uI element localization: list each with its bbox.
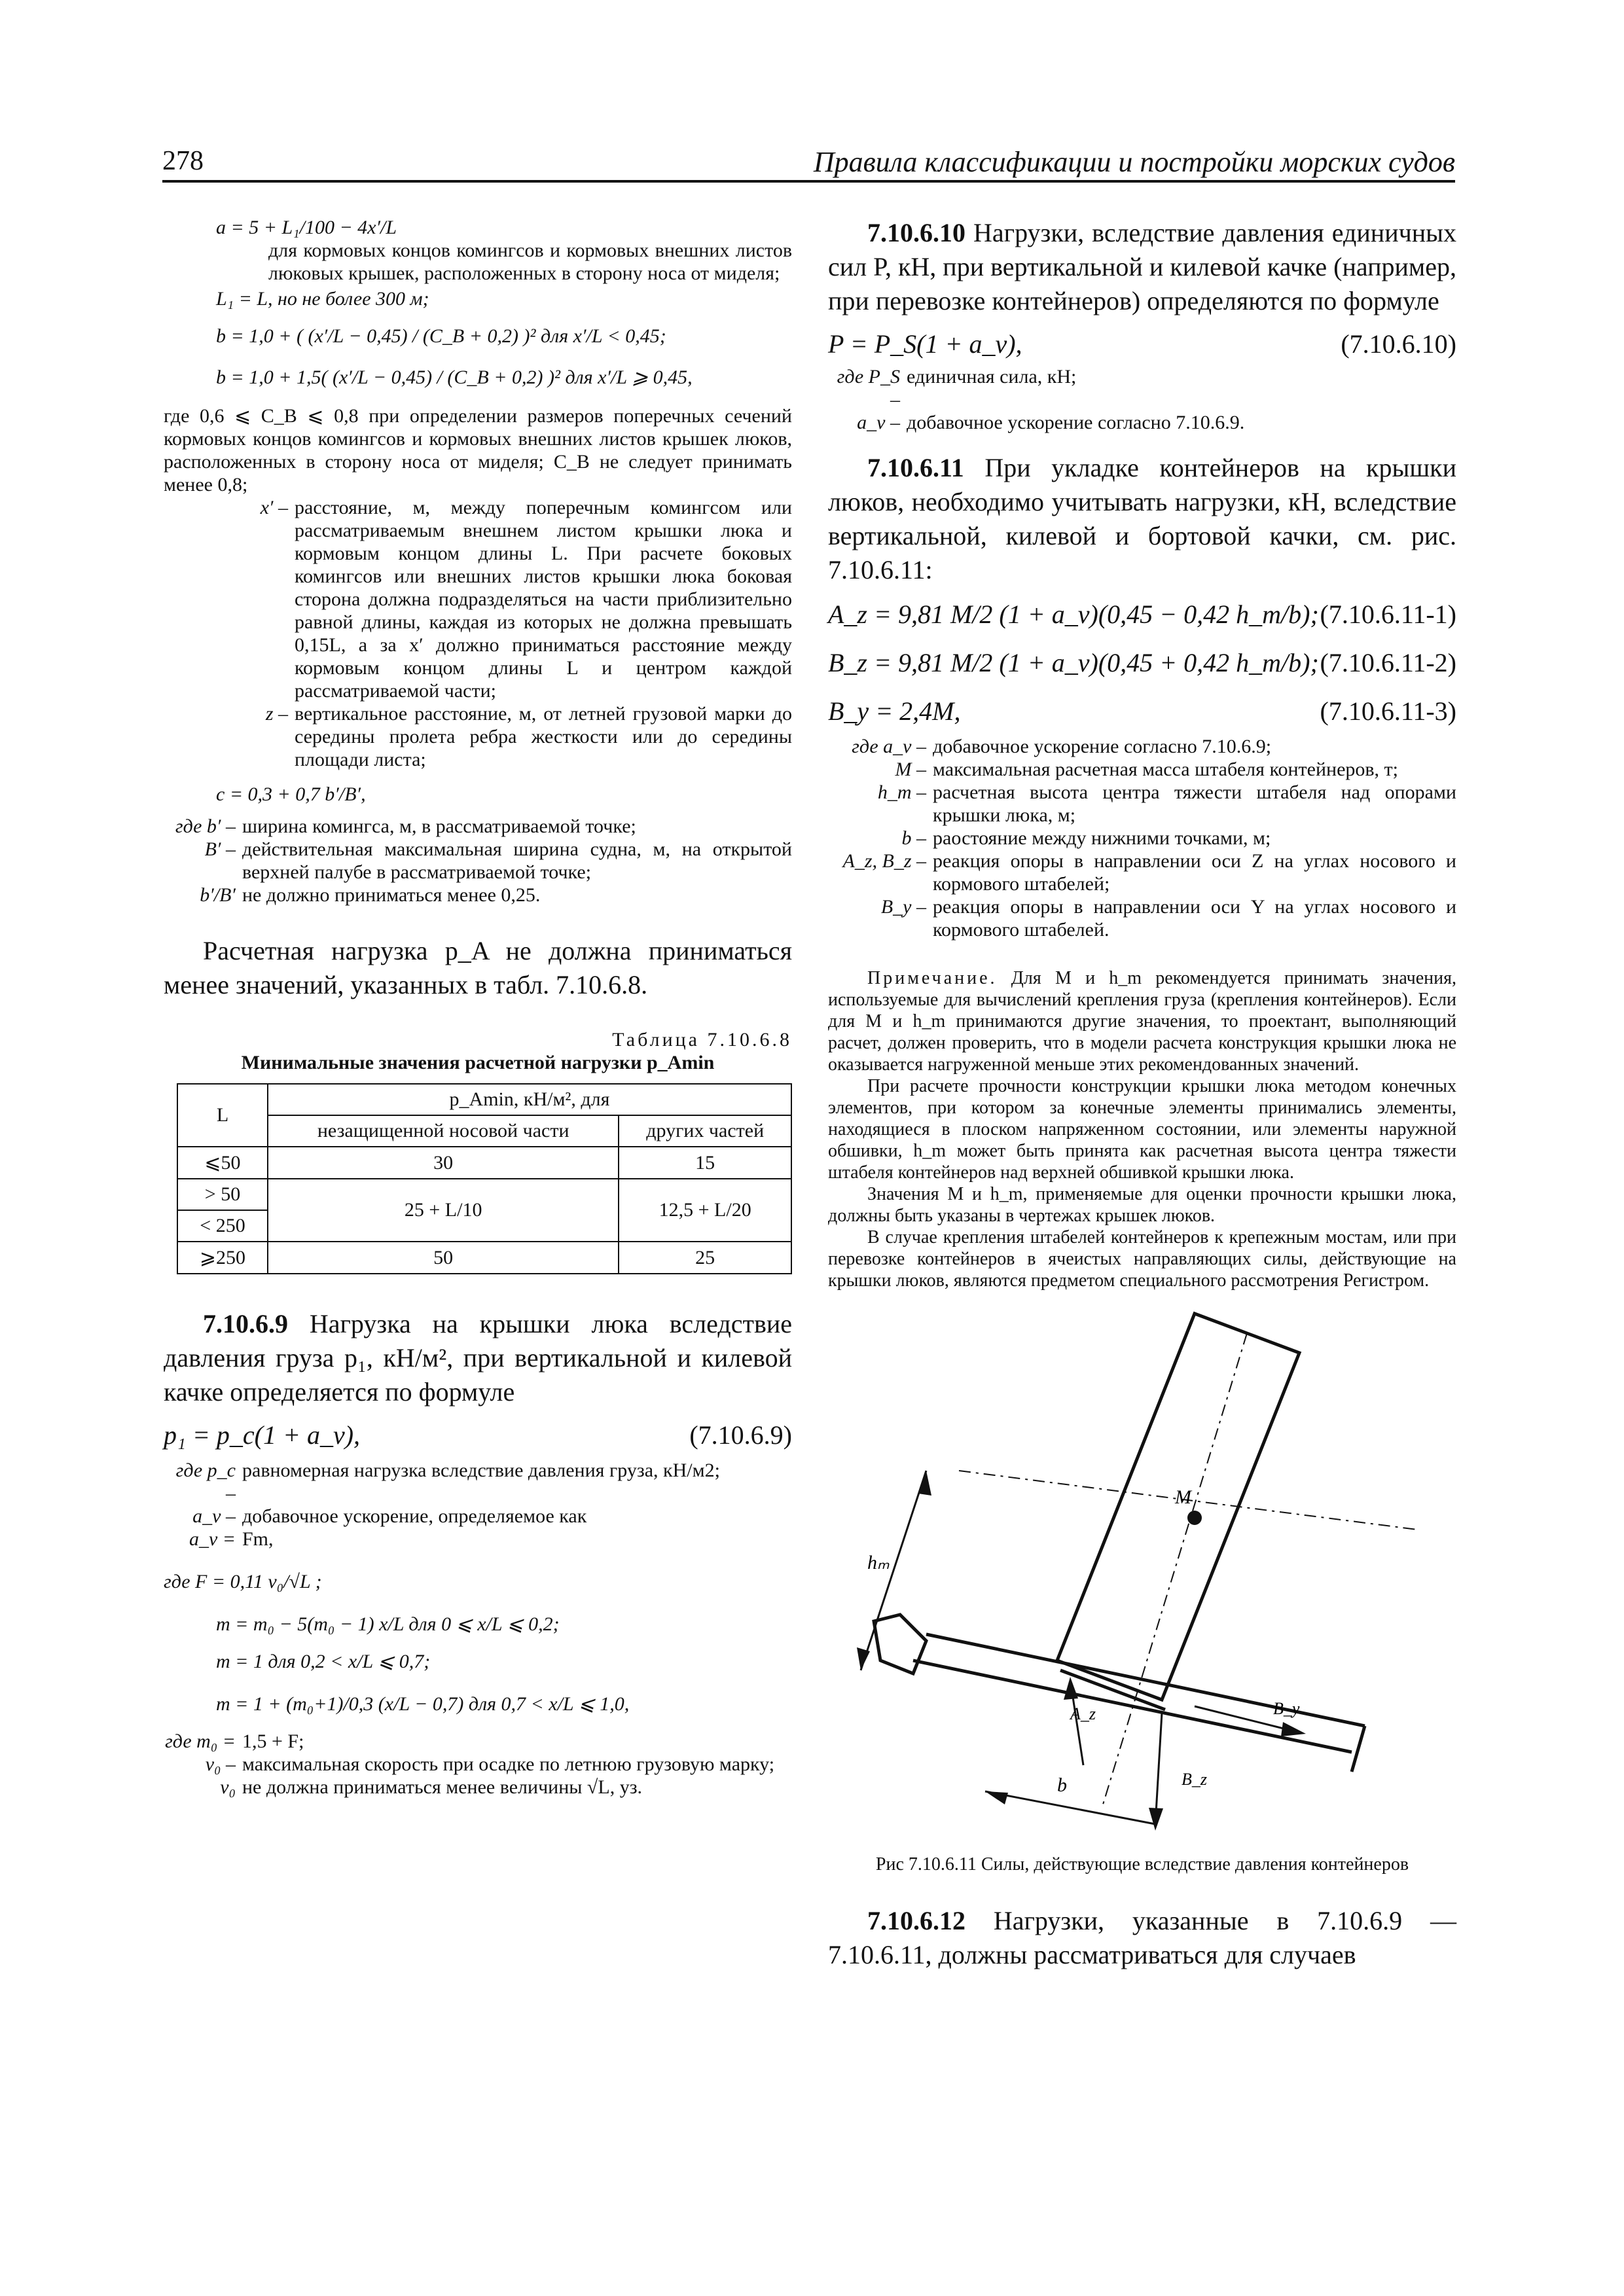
cell-L: ⩾250: [177, 1242, 268, 1274]
cell-L: ⩽50: [177, 1147, 268, 1179]
def-value: реакция опоры в направлении оси Y на углах носового и кормового штабелей.: [933, 896, 1456, 941]
def-key: где P_S –: [837, 366, 900, 410]
def-key: v₀ –: [205, 1753, 236, 1775]
formula: B_y = 2,4M,: [828, 696, 961, 726]
def-value: не должна приниматься менее величины √L, уз.: [242, 1776, 643, 1798]
section-number: 7.10.6.11: [867, 453, 964, 482]
Bz-force-arrow: [1155, 1713, 1162, 1824]
hatch-cover-end: [874, 1615, 926, 1674]
stack-centerline: [1103, 1333, 1247, 1804]
def-value: расчетная высота центра тяжести штабеля над опорами крышки люка, м;: [933, 781, 1456, 826]
formula-ref: (7.10.6.11-1): [1320, 600, 1456, 629]
def-value: добавочное ускорение согласно 7.10.6.9;: [933, 736, 1272, 757]
definitions-forces: [828, 735, 1456, 941]
c-formula: c = 0,3 + 0,7 b′/B′,: [216, 783, 366, 805]
def-value: максимальная расчетная масса штабеля контейнеров, т;: [933, 759, 1399, 780]
section-7-10-6-9: [164, 1307, 792, 1409]
where-cb: где 0,6 ⩽ C_B ⩽ 0,8 при определении размеров поперечных сечений кормовых концов комингсов и кормовых внешних листов крышек люков, расположенных в сторону носа от миделя; C_B не следует принимать менее 0,8;: [164, 405, 792, 495]
hatch-cover-edge: [1352, 1726, 1365, 1772]
equation-1: [828, 598, 1456, 632]
def-value: единичная сила, кН;: [907, 366, 1077, 387]
table-label: Таблица 7.10.6.8: [612, 1029, 792, 1050]
b-dimension-line: [985, 1791, 1155, 1824]
section-number: 7.10.6.10: [867, 218, 965, 247]
def-key: где p_c –: [175, 1460, 236, 1504]
cell-other: 15: [619, 1147, 791, 1179]
def-value: действительная максимальная ширина судна, м, на открытой верхней палубе в рассматриваемой точке;: [242, 838, 792, 883]
note-paragraph-4: В случае крепления штабелей контейнеров к крепежным мостам, или при перевозке контейнеров в ячеистых направляющих силы, действующие на крышки люков, являются предметом специального рассмотрения Регистром.: [828, 1227, 1456, 1291]
def-key: где m₀ =: [165, 1731, 236, 1752]
equation-2: [828, 646, 1456, 680]
formula: p₁ = p_c(1 + a_v),: [164, 1420, 361, 1450]
def-key: где b′ –: [175, 816, 236, 837]
F-formula: где F = 0,11 v₀/√L ;: [164, 1571, 322, 1592]
section-text: При укладке контейнеров на крышки люков, необходимо учитывать нагрузки, кН, вследствие вертикальной, килевой и бортовой качки, см. рис. 7.10.6.11:: [828, 453, 1457, 584]
def-key: где a_v –: [852, 736, 926, 757]
def-key: v₀: [220, 1776, 236, 1798]
table-row: [177, 1147, 791, 1179]
header-L: L: [177, 1084, 268, 1147]
table-caption: Минимальные значения расчетной нагрузки p_Amin: [241, 1052, 715, 1073]
def-key: x′ –: [260, 497, 288, 518]
formula-7-10-6-10: [828, 327, 1456, 361]
def-key: a_v –: [192, 1505, 236, 1527]
section-7-10-6-12: [828, 1904, 1456, 1972]
definitions-ps-av: [828, 365, 1456, 434]
def-key: B_y –: [880, 896, 926, 918]
hm-arrow-bottom: [857, 1647, 870, 1670]
def-key: z –: [265, 703, 288, 725]
left-column: [164, 216, 792, 1799]
section-text: Нагрузка на крышки люка вследствие давления груза p₁, кН/м², при вертикальной и килевой качке определяется по формуле: [164, 1309, 793, 1407]
formula: P = P_S(1 + a_v),: [828, 329, 1022, 359]
def-key: M –: [895, 759, 926, 780]
def-value: реакция опоры в направлении оси Z на углах носового и кормового штабелей;: [933, 850, 1456, 895]
def-key: B′ –: [204, 838, 236, 860]
def-key: b′/B′: [200, 884, 236, 906]
a-description: для кормовых концов комингсов и кормовых внешних листов люковых крышек, расположенных в сторону носа от миделя;: [268, 240, 792, 284]
By-arrowhead: [1281, 1722, 1306, 1736]
note-paragraph-1: [828, 967, 1456, 1075]
def-value: ширина комингса, м, в рассматриваемой точке;: [242, 816, 636, 837]
equation-3: [828, 694, 1456, 728]
def-value: 1,5 + F;: [242, 1731, 304, 1752]
m-formula-3: m = 1 + (m₀+1)/0,3 (x/L − 0,7) для 0,7 < x/L ⩽ 1,0,: [216, 1693, 630, 1715]
def-value: не должно приниматься менее 0,25.: [242, 884, 541, 906]
Bz-arrowhead: [1149, 1808, 1163, 1831]
a-formula: a = 5 + L₁/100 − 4x′/L: [216, 217, 397, 238]
min-load-table: [177, 1083, 792, 1274]
cell-nose: 25 + L/10: [268, 1179, 619, 1242]
table-row: [177, 1179, 791, 1210]
definitions-b-B: [164, 815, 792, 906]
formula: A_z = 9,81 M/2 (1 + a_v)(0,45 − 0,42 h_m/b);: [828, 600, 1319, 629]
b-arrow-left: [985, 1791, 1008, 1804]
note-label: Примечание.: [867, 968, 998, 988]
b-label: b: [1057, 1774, 1067, 1796]
def-value: добавочное ускорение согласно 7.10.6.9.: [907, 412, 1245, 433]
paragraph-pa: Расчетная нагрузка p_A не должна приниматься менее значений, указанных в табл. 7.10.6.8.: [164, 936, 792, 999]
def-key: b –: [901, 827, 926, 849]
Az-arrowhead: [1064, 1677, 1078, 1700]
definitions-m0-v0: [164, 1730, 792, 1799]
cell-other: 25: [619, 1242, 791, 1274]
Az-label: A_z: [1070, 1704, 1096, 1723]
right-column: [828, 216, 1456, 1972]
figure-7-10-6-11: [828, 1307, 1456, 1875]
cell-nose: 30: [268, 1147, 619, 1179]
table-row: [177, 1242, 791, 1274]
def-value: максимальная скорость при осадке по летнюю грузовую марку;: [242, 1753, 775, 1775]
L1-line: L₁ = L, но не более 300 м;: [216, 288, 429, 310]
cell-nose: 50: [268, 1242, 619, 1274]
By-label: B_y: [1273, 1699, 1300, 1718]
m-formula-1: m = m₀ − 5(m₀ − 1) x/L для 0 ⩽ x/L ⩽ 0,2;: [216, 1613, 560, 1635]
def-key: a_v =: [189, 1528, 236, 1550]
figure-caption: Рис 7.10.6.11 Силы, действующие вследствие давления контейнеров: [875, 1854, 1409, 1874]
definitions-pc-av: [164, 1459, 792, 1551]
header-rule: [162, 180, 1455, 183]
cell-L: < 250: [177, 1210, 268, 1242]
def-key: A_z, B_z –: [842, 850, 926, 872]
header-pamin: p_Amin, кН/м², для: [268, 1084, 791, 1115]
formula-ref: (7.10.6.11-2): [1320, 648, 1456, 677]
section-number: 7.10.6.9: [203, 1309, 288, 1338]
hm-label: hₘ: [867, 1552, 890, 1573]
center-of-gravity-point: [1187, 1511, 1202, 1525]
note-text: Для M и h_m рекомендуется принимать значения, используемые для вычислений крепления груза (крепления контейнеров). Если для M и h_m принимаются другие значения, то проектант, выполняющий расчет, должен проверить, что в модели расчета конструкция крышки люка не оказывается нагруженной меньше этих рекомендованных значений.: [828, 968, 1457, 1075]
def-key: h_m –: [877, 781, 926, 803]
section-text: Нагрузки, указанные в 7.10.6.9 — 7.10.6.11, должны рассматриваться для случаев: [828, 1906, 1456, 1969]
note-paragraph-2: При расчете прочности конструкции крышки люка методом конечных элементов, при котором за конечные элементы принимались элементы, находящиеся в плоском напряженном состоянии, или элементы наружной обшивки, h_m может быть принята как расчетная высота центра тяжести штабеля контейнеров над верхней обшивкой крышки люка.: [828, 1076, 1456, 1183]
cell-other: 12,5 + L/20: [619, 1179, 791, 1242]
m-formula-2: m = 1 для 0,2 < x/L ⩽ 0,7;: [216, 1651, 431, 1672]
note-paragraph-3: Значения M и h_m, применяемые для оценки прочности крышки люка, должны быть указаны в чертежах крышек люков.: [828, 1184, 1456, 1226]
formula-7-10-6-9: [164, 1418, 792, 1452]
section-number: 7.10.6.12: [867, 1906, 965, 1935]
section-text: Нагрузки, вследствие давления единичных сил P, кН, при вертикальной и килевой качке (например, при перевозке контейнеров) определяются по формуле: [828, 218, 1456, 315]
def-value: добавочное ускорение, определяемое как: [242, 1505, 587, 1527]
def-value: расстояние, м, между поперечным комингсом или рассматриваемым внешнем листом крышки люка и кормовым концом длины L. При расчете боковых комингсов или внешних листов крышки люка боковая сторона должна подразделяться на части приблизительно равной длины, каждая из которых не должна превышать 0,15L, а за x′ должно приниматься расстояние между кормовым концом длины L и центром каждой рассматриваемой части;: [295, 497, 792, 702]
container-force-diagram: [828, 1307, 1456, 1844]
definitions-x-z: [216, 496, 792, 771]
formula: B_z = 9,81 M/2 (1 + a_v)(0,45 + 0,42 h_m/b);: [828, 648, 1319, 677]
Bz-label: B_z: [1182, 1770, 1207, 1789]
formula-ref: (7.10.6.11-3): [1320, 696, 1456, 726]
b-formula-1: b = 1,0 + ( (x′/L − 0,45) / (C_B + 0,2) )² для x′/L < 0,45;: [216, 325, 666, 347]
def-value: равномерная нагрузка вследствие давления груза, кН/м2;: [242, 1460, 720, 1481]
def-value: вертикальное расстояние, м, от летней грузовой марки до середины пролета ребра жесткости или до середины площади листа;: [295, 703, 792, 770]
def-key: a_v –: [857, 412, 900, 433]
cell-L: > 50: [177, 1179, 268, 1210]
def-value: раостояние между нижними точками, м;: [933, 827, 1271, 849]
running-header-title: Правила классификации и постройки морских судов: [813, 146, 1455, 178]
formula-ref: (7.10.6.9): [689, 1420, 792, 1450]
section-7-10-6-10: [828, 216, 1456, 318]
b-formula-2: b = 1,0 + 1,5( (x′/L − 0,45) / (C_B + 0,2) )² для x′/L ⩾ 0,45,: [216, 367, 693, 388]
formula-ref: (7.10.6.10): [1341, 329, 1456, 359]
def-value: Fm,: [242, 1528, 274, 1550]
M-label: M: [1175, 1486, 1191, 1508]
section-7-10-6-11: [828, 451, 1456, 587]
header-nose: незащищенной носовой части: [268, 1115, 619, 1147]
page-number: 278: [162, 146, 204, 176]
header-other: других частей: [619, 1115, 791, 1147]
